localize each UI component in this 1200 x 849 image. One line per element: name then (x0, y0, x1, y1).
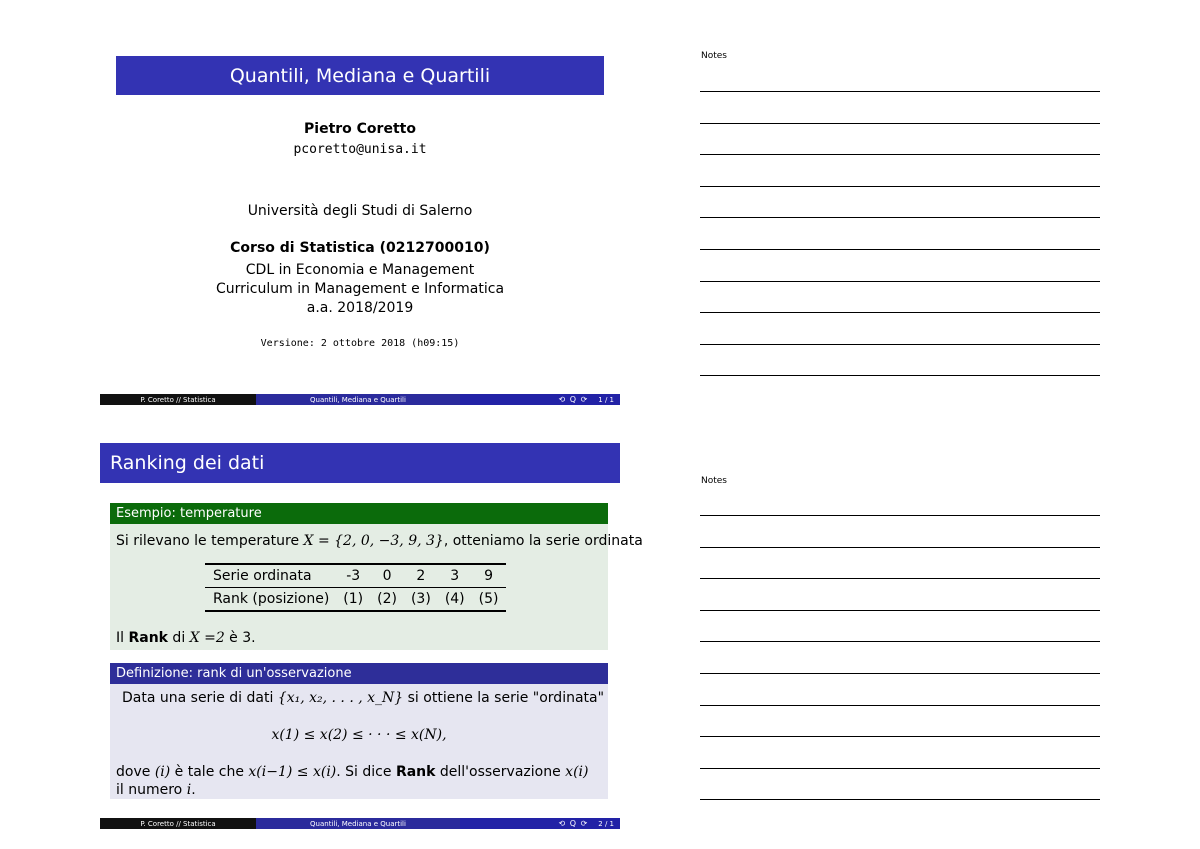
example-text-pre: Si rilevano le temperature (116, 533, 304, 549)
note-line (700, 768, 1100, 769)
footer-title: Quantili, Mediana e Quartili (256, 818, 460, 829)
footer-title: Quantili, Mediana e Quartili (256, 394, 460, 405)
ordered-series-formula: x(1) ≤ x(2) ≤ · · · ≤ x(N), (271, 727, 447, 743)
table-cell: 9 (472, 564, 506, 588)
note-line (700, 799, 1100, 800)
rank-table (205, 563, 506, 612)
academic-year: a.a. 2018/2019 (306, 300, 414, 316)
table-cell: -3 (336, 564, 370, 588)
note-line (700, 312, 1100, 313)
table-cell: 0 (370, 564, 404, 588)
notes-label-top: Notes (701, 51, 727, 61)
table-row (205, 588, 506, 612)
note-line (700, 515, 1100, 516)
table-cell: 2 (404, 564, 438, 588)
example-math: X = {2, 0, −3, 9, 3} (303, 533, 444, 549)
note-line (700, 217, 1100, 218)
def-math: {x₁, x₂, . . . , x_N} (277, 690, 404, 706)
note-line (700, 547, 1100, 548)
table-cell: (2) (370, 588, 404, 612)
navigation-icon[interactable]: ⟲ Q ⟳ (558, 395, 589, 404)
table-cell: (4) (438, 588, 472, 612)
note-line (700, 673, 1100, 674)
def-post: si ottiene la serie "ordinata" (403, 690, 605, 706)
def3-h: il numero (116, 782, 187, 798)
notes-label-bottom: Notes (701, 476, 727, 486)
table-cell: 3 (438, 564, 472, 588)
footer-nav (460, 394, 620, 405)
note-line (700, 249, 1100, 250)
note-pre: Il (116, 630, 129, 646)
footer-nav (460, 818, 620, 829)
def3-b: (i) (154, 764, 171, 780)
note-line (700, 641, 1100, 642)
note-mid: di (167, 630, 190, 646)
slide1-footer (100, 394, 620, 405)
page-number: 2 / 1 (598, 819, 614, 828)
def-pre: Data una serie di dati (122, 690, 278, 706)
table-cell: (3) (404, 588, 438, 612)
author-name: Pietro Coretto (304, 121, 416, 137)
note-bold: Rank (128, 630, 168, 646)
note-line (700, 154, 1100, 155)
degree-program: CDL in Economia e Management (245, 262, 475, 278)
slide2-title: Ranking dei dati (100, 443, 620, 483)
note-line (700, 186, 1100, 187)
row-label: Serie ordinata (205, 564, 336, 588)
slide2-footer (100, 818, 620, 829)
version-line: Versione: 2 ottobre 2018 (h09:15) (260, 338, 460, 349)
note-line (700, 123, 1100, 124)
navigation-icon[interactable]: ⟲ Q ⟳ (558, 819, 589, 828)
note-line (700, 91, 1100, 92)
note-line (700, 736, 1100, 737)
footer-author: P. Coretto // Statistica (100, 394, 256, 405)
note-line (700, 375, 1100, 376)
note-line (700, 610, 1100, 611)
example-note (116, 630, 256, 646)
def3-a: dove (116, 764, 155, 780)
def3-f: dell'osservazione (435, 764, 566, 780)
definition-rank-text (116, 763, 596, 799)
author-email[interactable]: pcoretto@unisa.it (293, 142, 427, 157)
note-line (700, 281, 1100, 282)
note-line (700, 705, 1100, 706)
curriculum: Curriculum in Management e Informatica (215, 281, 505, 297)
table-row (205, 564, 506, 588)
course-name: Corso di Statistica (0212700010) (230, 240, 490, 256)
example-block-title: Esempio: temperature (110, 503, 608, 524)
slide1-title: Quantili, Mediana e Quartili (116, 56, 604, 95)
note-math: X =2 (189, 630, 225, 646)
def3-g: x(i) (565, 764, 589, 780)
def3-e: . Si dice (336, 764, 396, 780)
definition-block-title: Definizione: rank di un'osservazione (110, 663, 608, 684)
note-post: è 3. (224, 630, 256, 646)
row-label: Rank (posizione) (205, 588, 336, 612)
def3-bold: Rank (395, 764, 436, 780)
example-text-post: , otteniamo la serie ordinata (443, 533, 643, 549)
university: Università degli Studi di Salerno (247, 203, 473, 219)
table-cell: (1) (336, 588, 370, 612)
note-line (700, 578, 1100, 579)
def3-d: x(i−1) ≤ x(i) (248, 764, 337, 780)
def3-i: i (186, 782, 192, 798)
note-line (700, 344, 1100, 345)
def3-c: è tale che (170, 764, 249, 780)
definition-text (122, 690, 604, 706)
table-cell: (5) (472, 588, 506, 612)
page-number: 1 / 1 (598, 395, 614, 404)
example-text (116, 533, 643, 549)
def3-j: . (191, 782, 196, 798)
footer-author: P. Coretto // Statistica (100, 818, 256, 829)
